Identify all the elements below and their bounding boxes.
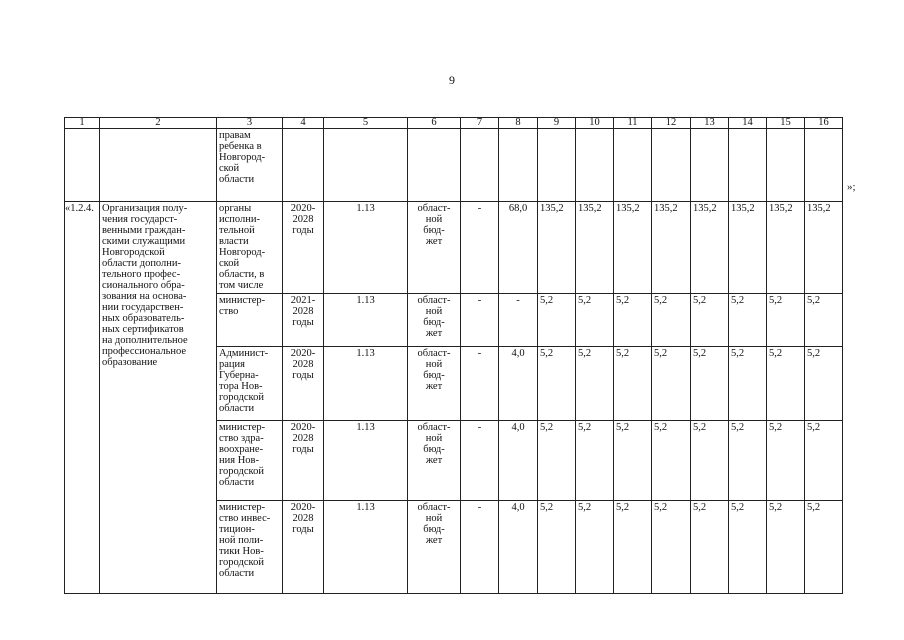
value-cell: 5,2 <box>767 501 805 594</box>
funding-source-cell: област- ной бюд- жет <box>408 347 461 421</box>
table-row <box>65 202 843 294</box>
target-indicator-cell: 1.13 <box>324 202 408 294</box>
executor-cell: министер- ство <box>217 294 283 347</box>
header-cell: 16 <box>805 118 843 129</box>
funding-source-cell: област- ной бюд- жет <box>408 294 461 347</box>
header-cell: 12 <box>652 118 691 129</box>
header-cell: 10 <box>576 118 614 129</box>
funding-source-cell: област- ной бюд- жет <box>408 501 461 594</box>
table-cell <box>324 129 408 202</box>
value-cell: 5,2 <box>614 294 652 347</box>
value-cell: 5,2 <box>576 347 614 421</box>
header-cell: 5 <box>324 118 408 129</box>
table-cell <box>461 129 499 202</box>
table-cell <box>767 129 805 202</box>
value-cell: 5,2 <box>767 347 805 421</box>
header-cell: 3 <box>217 118 283 129</box>
funding-source-cell: област- ной бюд- жет <box>408 202 461 294</box>
period-cell: 2020- 2028 годы <box>283 202 324 294</box>
value-cell: 5,2 <box>614 501 652 594</box>
value-cell: 5,2 <box>691 421 729 501</box>
value-cell: - <box>461 501 499 594</box>
value-cell: 5,2 <box>691 347 729 421</box>
executor-cell: Админист- рация Губерна- тора Нов- городской области <box>217 347 283 421</box>
value-cell: 5,2 <box>691 501 729 594</box>
header-cell: 14 <box>729 118 767 129</box>
target-indicator-cell: 1.13 <box>324 347 408 421</box>
value-cell: 5,2 <box>691 294 729 347</box>
value-cell: - <box>461 294 499 347</box>
value-cell: 5,2 <box>652 501 691 594</box>
header-cell: 4 <box>283 118 324 129</box>
value-cell: 5,2 <box>729 421 767 501</box>
value-cell: 135,2 <box>538 202 576 294</box>
table-cell <box>576 129 614 202</box>
target-indicator-cell: 1.13 <box>324 501 408 594</box>
value-cell: 5,2 <box>652 294 691 347</box>
target-indicator-cell: 1.13 <box>324 421 408 501</box>
executor-cell: органы исполни- тельной власти Новгород- ской области, в том числе <box>217 202 283 294</box>
executor-cell: министер- ство инвес- тицион- ной поли- тики Нов- городской области <box>217 501 283 594</box>
value-cell: 135,2 <box>576 202 614 294</box>
header-cell: 1 <box>65 118 100 129</box>
value-cell: 5,2 <box>805 347 843 421</box>
header-cell: 15 <box>767 118 805 129</box>
period-cell: 2020- 2028 годы <box>283 501 324 594</box>
value-cell: 135,2 <box>805 202 843 294</box>
funding-source-cell: област- ной бюд- жет <box>408 421 461 501</box>
value-cell: 5,2 <box>538 421 576 501</box>
closing-quote-mark: »; <box>847 181 856 193</box>
value-cell: 5,2 <box>538 501 576 594</box>
header-cell: 11 <box>614 118 652 129</box>
header-row <box>65 118 843 129</box>
header-cell: 9 <box>538 118 576 129</box>
header-cell: 7 <box>461 118 499 129</box>
header-cell: 2 <box>100 118 217 129</box>
value-cell: 5,2 <box>576 294 614 347</box>
value-cell: 5,2 <box>767 294 805 347</box>
value-cell: 5,2 <box>652 421 691 501</box>
table-cell <box>652 129 691 202</box>
value-cell: 5,2 <box>729 501 767 594</box>
value-cell: 135,2 <box>729 202 767 294</box>
table-cell <box>729 129 767 202</box>
value-cell: 5,2 <box>805 421 843 501</box>
item-name-cell: Организация полу- чения государст- венными граждан- скими служащими Новгородской области дополни- тельного профес- сионального обра- зования на основа- нии государствен- ных образователь- ных сертификатов на дополнительное профессиональное образование <box>100 202 217 594</box>
period-cell: 2021- 2028 годы <box>283 294 324 347</box>
period-cell: 2020- 2028 годы <box>283 421 324 501</box>
value-cell: 135,2 <box>767 202 805 294</box>
value-cell: 5,2 <box>576 421 614 501</box>
value-cell: 5,2 <box>805 501 843 594</box>
target-indicator-cell: 1.13 <box>324 294 408 347</box>
value-cell: 4,0 <box>499 421 538 501</box>
table-cell <box>65 129 100 202</box>
value-cell: 5,2 <box>805 294 843 347</box>
value-cell: 135,2 <box>652 202 691 294</box>
table-cell <box>691 129 729 202</box>
table-cell <box>614 129 652 202</box>
value-cell: 5,2 <box>538 294 576 347</box>
header-cell: 8 <box>499 118 538 129</box>
value-cell: 135,2 <box>614 202 652 294</box>
header-cell: 6 <box>408 118 461 129</box>
value-cell: 5,2 <box>729 294 767 347</box>
value-cell: 5,2 <box>767 421 805 501</box>
table-row-continuation <box>65 129 843 202</box>
value-cell: 5,2 <box>652 347 691 421</box>
value-cell: - <box>461 347 499 421</box>
value-cell: 135,2 <box>691 202 729 294</box>
value-cell: - <box>461 202 499 294</box>
value-cell: 4,0 <box>499 501 538 594</box>
table-cell <box>805 129 843 202</box>
value-cell: 5,2 <box>729 347 767 421</box>
table-cell <box>283 129 324 202</box>
item-number-cell: «1.2.4. <box>65 202 100 594</box>
value-cell: - <box>461 421 499 501</box>
value-cell: 68,0 <box>499 202 538 294</box>
executor-cell: министер- ство здра- воохране- ния Нов- городской области <box>217 421 283 501</box>
table-cell <box>499 129 538 202</box>
page-number: 9 <box>449 73 455 87</box>
header-cell: 13 <box>691 118 729 129</box>
period-cell: 2020- 2028 годы <box>283 347 324 421</box>
value-cell: 5,2 <box>614 347 652 421</box>
table-cell <box>408 129 461 202</box>
value-cell: - <box>499 294 538 347</box>
value-cell: 5,2 <box>614 421 652 501</box>
value-cell: 5,2 <box>576 501 614 594</box>
table-cell <box>538 129 576 202</box>
value-cell: 5,2 <box>538 347 576 421</box>
executor-cell: правам ребенка в Новгород- ской области <box>217 129 283 202</box>
value-cell: 4,0 <box>499 347 538 421</box>
table-cell <box>100 129 217 202</box>
program-table <box>64 117 843 594</box>
